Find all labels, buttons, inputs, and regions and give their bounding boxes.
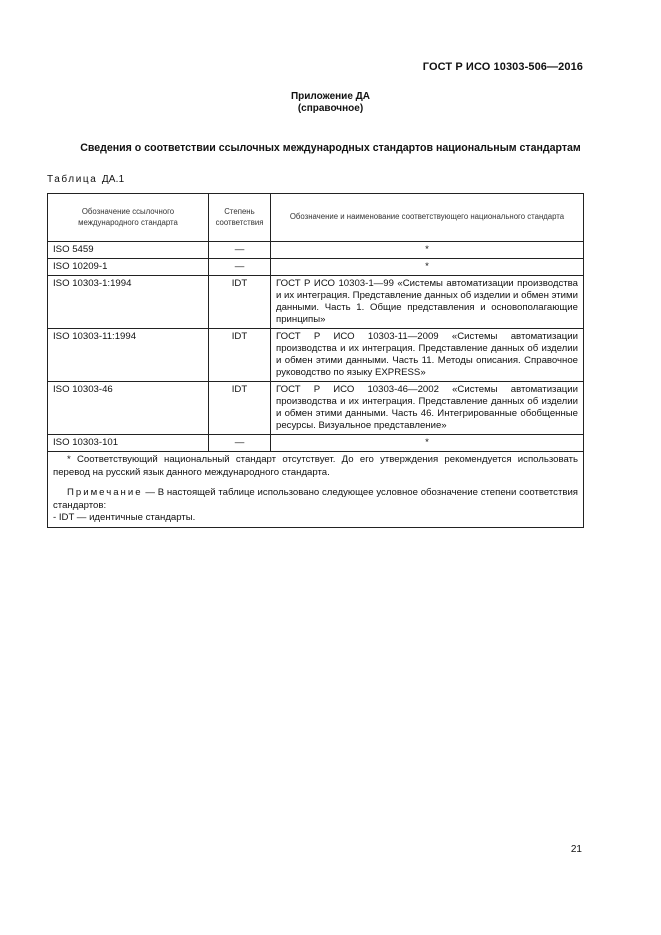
cell-ref: ISO 5459	[48, 242, 209, 259]
column-header-degree: Степень соответствия	[209, 194, 271, 242]
cell-degree: IDT	[209, 276, 271, 329]
annex-subtitle: (справочное)	[297, 103, 364, 114]
cell-national: *	[271, 259, 584, 276]
cell-ref: ISO 10303-101	[48, 435, 209, 452]
cell-degree: —	[209, 435, 271, 452]
cell-degree: —	[209, 259, 271, 276]
table-caption-label: Таблица	[47, 174, 98, 185]
section-heading: Сведения о соответствии ссылочных международных стандартов национальным стандартам	[80, 142, 581, 154]
cell-degree: —	[209, 242, 271, 259]
document-code: ГОСТ Р ИСО 10303-506—2016	[422, 61, 583, 73]
table-footnote-cell	[48, 452, 584, 528]
page-number: 21	[570, 844, 582, 855]
table-row	[48, 435, 584, 452]
table-row	[48, 382, 584, 435]
cell-national: *	[271, 242, 584, 259]
cell-degree: IDT	[209, 329, 271, 382]
note-paragraph	[53, 487, 578, 512]
column-header-national: Обозначение и наименование соответствующего национального стандарта	[271, 194, 584, 242]
table-row	[48, 276, 584, 329]
table-caption	[47, 174, 124, 185]
table-row	[48, 242, 584, 259]
cell-ref: ISO 10303-46	[48, 382, 209, 435]
table-footnote-row	[48, 452, 584, 528]
note-text: — В настоящей таблице использовано следующее условное обозначение степени соответствия стандартов:	[53, 487, 578, 511]
footnote-text: * Соответствующий национальный стандарт отсутствует. До его утверждения рекомендуется использовать перевод на русский язык данного международного стандарта.	[53, 454, 578, 478]
table-row	[48, 329, 584, 382]
table-row	[48, 259, 584, 276]
table-caption-number: ДА.1	[101, 174, 125, 185]
cell-national: ГОСТ Р ИСО 10303-1—99 «Системы автоматизации производства и их интеграция. Представление данных об изделии и обмен этими данными. Часть 1. Общие представления и основополагающие принципы»	[271, 276, 584, 329]
note-label: Примечание	[67, 487, 143, 498]
cell-ref: ISO 10303-11:1994	[48, 329, 209, 382]
standards-table	[47, 193, 584, 528]
annex-title: Приложение ДА	[290, 91, 371, 102]
annex-header	[0, 91, 661, 115]
column-header-ref: Обозначение ссылочного международного стандарта	[48, 194, 209, 242]
cell-degree: IDT	[209, 382, 271, 435]
cell-national: ГОСТ Р ИСО 10303-46—2002 «Системы автоматизации производства и их интеграция. Представление данных об изделии и обмен этими данными. Часть 46. Интегрированные обобщенные ресурсы. Визуальное представление»	[271, 382, 584, 435]
cell-national: *	[271, 435, 584, 452]
cell-national: ГОСТ Р ИСО 10303-11—2009 «Системы автоматизации производства и их интеграция. Представление данных об изделии и обмен этими данными. Часть 11. Методы описания. Справочное руководство по языку EXPRESS»	[271, 329, 584, 382]
cell-ref: ISO 10303-1:1994	[48, 276, 209, 329]
table-header-row	[48, 194, 584, 242]
note-item: - IDT — идентичные стандарты.	[53, 512, 196, 523]
cell-ref: ISO 10209-1	[48, 259, 209, 276]
